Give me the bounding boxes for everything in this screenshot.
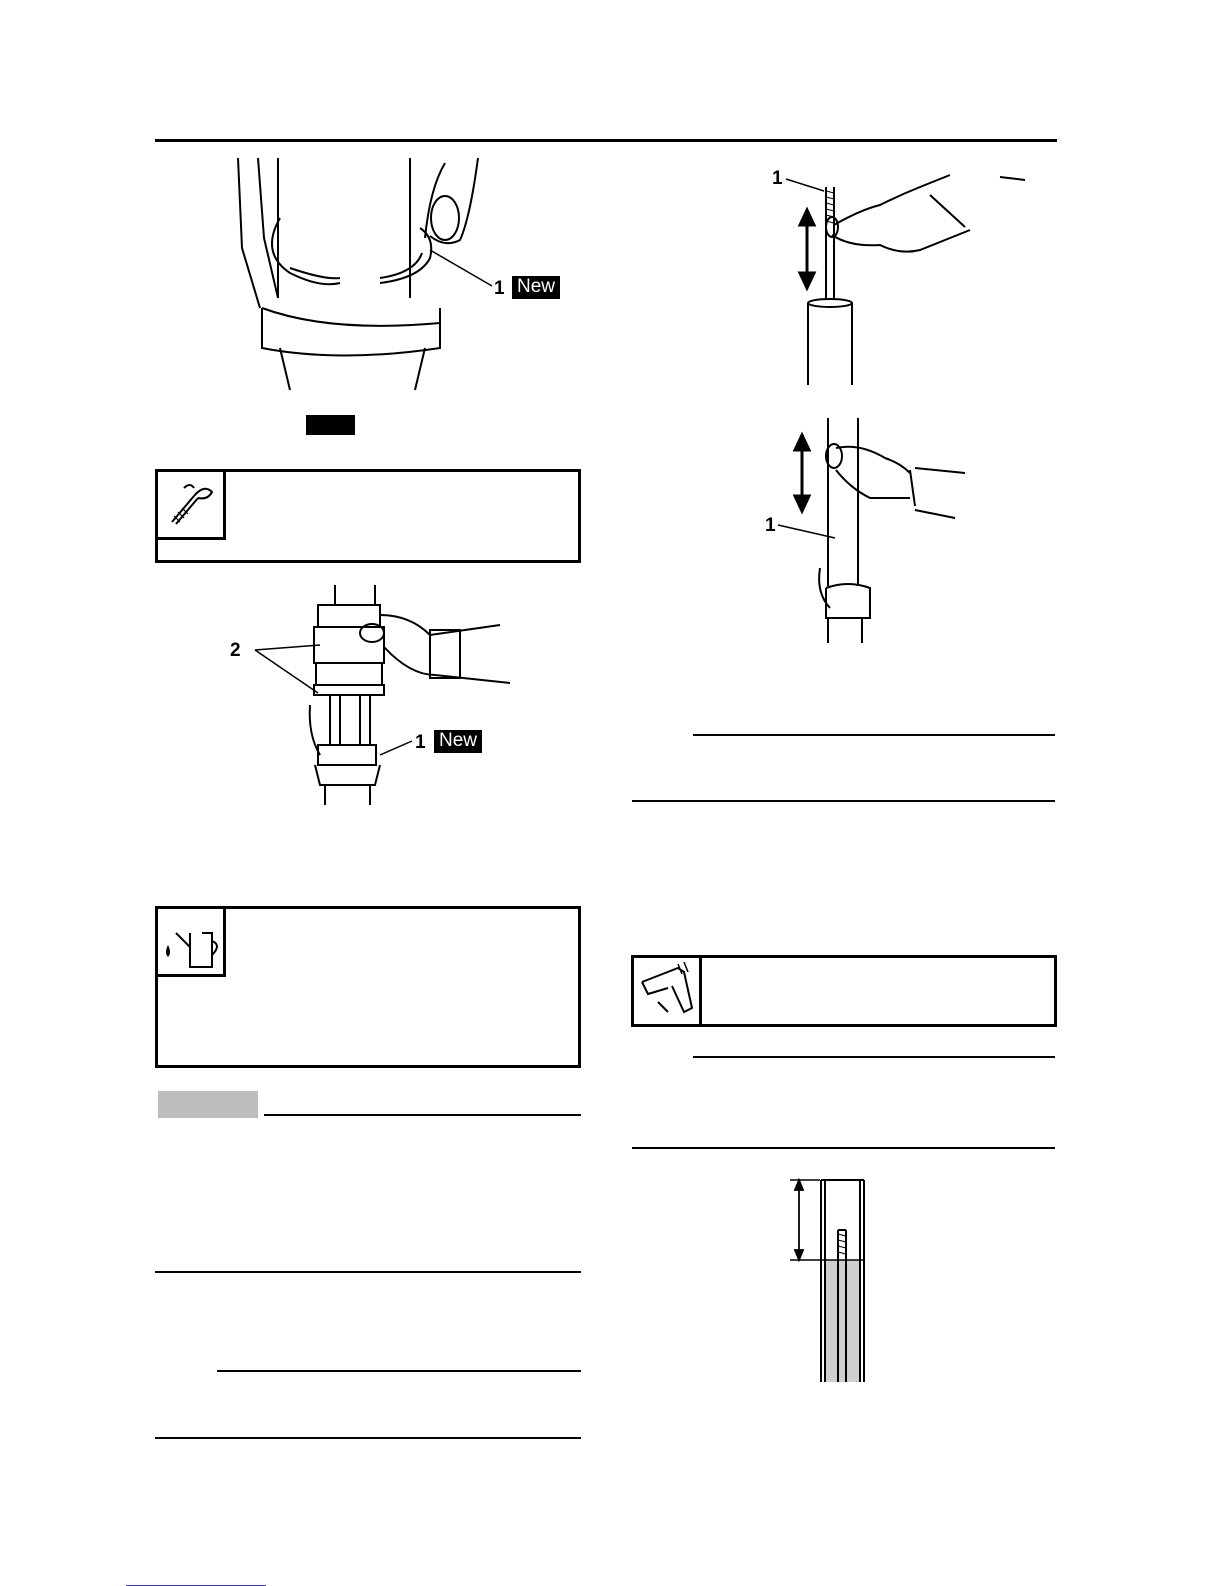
- special-tool-icon-frame: [158, 472, 226, 540]
- caliper-icon: [638, 962, 698, 1020]
- caution-rule-bottom: [155, 1437, 581, 1439]
- oil-fill: [824, 1260, 860, 1382]
- fig2-callout-number: 1: [415, 732, 426, 753]
- fig2-callout-2: 2: [230, 640, 241, 661]
- measurement-box: [631, 955, 1057, 1027]
- fork-ring-illustration: [230, 158, 570, 390]
- special-tool-box: [155, 469, 581, 563]
- special-tool-icon: [164, 478, 216, 530]
- tube-pumping-illustration: [790, 418, 980, 643]
- seal-driver-illustration: [300, 585, 515, 805]
- recommended-oil-box: [155, 906, 581, 1068]
- header-rule: [155, 139, 1057, 142]
- note-tab: [158, 1091, 258, 1118]
- oil-icon-frame: [158, 909, 226, 977]
- redacted-label-block: [306, 415, 355, 435]
- fig3-callout-number: 1: [772, 168, 783, 189]
- fig4-callout-number: 1: [765, 515, 776, 536]
- fig2-new-badge: New: [434, 730, 482, 753]
- right-note-rule-bottom: [632, 800, 1055, 802]
- note-rule-bottom: [155, 1271, 581, 1273]
- fig1-new-badge: New: [512, 276, 560, 299]
- caliper-icon-frame: [634, 958, 702, 1024]
- oil-can-icon: [162, 915, 220, 971]
- right-caution-rule-top: [693, 1056, 1055, 1058]
- fig1-callout-number: 1: [494, 278, 505, 299]
- caution-rule-top: [217, 1370, 581, 1372]
- rod-pumping-illustration: [780, 175, 1030, 387]
- right-caution-rule-bottom: [632, 1147, 1055, 1149]
- note-rule-top: [264, 1114, 581, 1116]
- oil-level-diagram: [790, 1178, 870, 1384]
- right-note-rule-top: [693, 734, 1055, 736]
